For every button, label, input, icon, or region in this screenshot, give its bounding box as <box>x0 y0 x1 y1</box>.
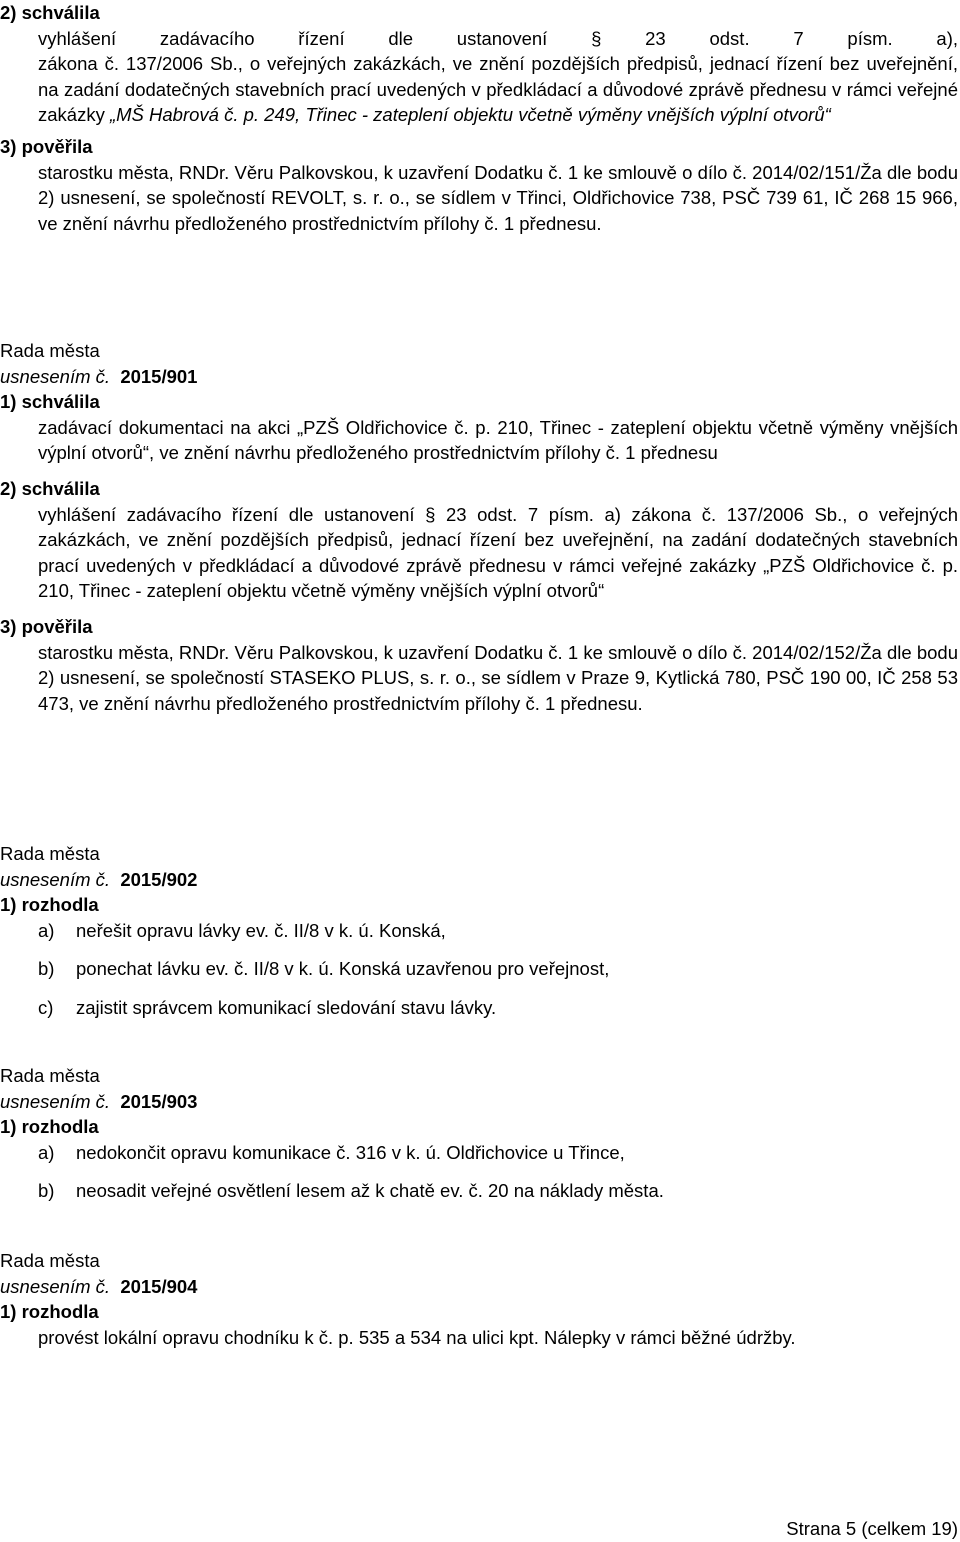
item-text: starostku města, RNDr. Věru Palkovskou, k uzavření Dodatku č. 1 ke smlouvě o dílo č. 2014/02/152/Ža dle bodu 2) usnesení, se společností STASEKO PLUS, s. r. o., se sídlem v Praze 9, Kytlická 780, PSČ 190 00, IČ 258 53 473, ve znění návrhu předloženého prostřednictvím přílohy č. 1 přednesu. <box>38 641 958 714</box>
resolution-number: usnesením č. 2015/903 <box>0 1090 198 1112</box>
list-item: a) neřešit opravu lávky ev. č. II/8 v k. ú. Konská, <box>38 919 446 941</box>
item-text: zákona č. 137/2006 Sb., o veřejných zakázkách, ve znění pozdějších předpisů, jednací řízení bez uveřejnění, na zadání dodatečných stavebních prací uvedených v předkládací a důvodové zprávě přednesu v rámci veřejné zakázky „MŠ Habrová č. p. 249, Třinec - zateplení objektu včetně výměny vnějších výplní otvorů“ <box>38 53 958 126</box>
item-head: 1) schválila <box>0 391 100 413</box>
resolution-2015-904 <box>0 1248 958 1350</box>
item-head: 1) rozhodla <box>0 1301 99 1323</box>
item-head: 1) rozhodla <box>0 894 99 916</box>
council-label: Rada města <box>0 1065 100 1086</box>
page-footer: Strana 5 (celkem 19) <box>786 1518 958 1539</box>
item-head: 3) pověřila <box>0 135 93 157</box>
item-head: 1) rozhodla <box>0 1116 99 1138</box>
item-text: provést lokální opravu chodníku k č. p. 535 a 534 na ulici kpt. Nálepky v rámci běžné údržby. <box>38 1326 796 1348</box>
item-head: 3) pověřila <box>0 615 93 637</box>
item-text: vyhlášení zadávacího řízení dle ustanovení § 23 odst. 7 písm. a) zákona č. 137/2006 Sb., o veřejných zakázkách, ve znění pozdějších předpisů, jednací řízení bez uveřejnění, na zadání dodatečných stavebních prací uvedených v předkládací a důvodové zprávě přednesu v rámci veřejné zakázky „PZŠ Oldřichovice č. p. 210, Třinec - zateplení objektu včetně výměny vnějších výplní otvorů“ <box>38 503 958 602</box>
resolution-2015-902 <box>0 841 958 1021</box>
list-item: c) zajistit správcem komunikací sledování stavu lávky. <box>38 996 497 1018</box>
resolution-number: usnesením č. 2015/901 <box>0 365 198 387</box>
item-text: vyhlášení zadávacího řízení dle ustanovení § 23 odst. 7 písm. a), <box>38 27 958 49</box>
resolution-number: usnesením č. 2015/902 <box>0 868 198 890</box>
council-label: Rada města <box>0 1250 100 1271</box>
resolution-number: usnesením č. 2015/904 <box>0 1275 198 1297</box>
item-text: starostku města, RNDr. Věru Palkovskou, k uzavření Dodatku č. 1 ke smlouvě o dílo č. 2014/02/151/Ža dle bodu 2) usnesení, se společností REVOLT, s. r. o., se sídlem v Třinci, Oldřichovice 738, PSČ 739 61, IČ 268 15 966, ve znění návrhu předloženého prostřednictvím přílohy č. 1 přednesu. <box>38 161 958 234</box>
list-item: a) nedokončit opravu komunikace č. 316 v k. ú. Oldřichovice u Třince, <box>38 1141 625 1163</box>
list-item: b) neosadit veřejné osvětlení lesem až k chatě ev. č. 20 na náklady města. <box>38 1180 664 1202</box>
council-label: Rada města <box>0 340 100 361</box>
list-item: b) ponechat lávku ev. č. II/8 v k. ú. Konská uzavřenou pro veřejnost, <box>38 958 610 980</box>
item-head: 2) schválila <box>0 477 100 499</box>
item-head: 2) schválila <box>0 2 100 23</box>
resolution-2015-903 <box>0 1063 958 1204</box>
resolution-2015-901 <box>0 338 958 716</box>
council-label: Rada města <box>0 843 100 864</box>
item-text: zadávací dokumentaci na akci „PZŠ Oldřichovice č. p. 210, Třinec - zateplení objektu včetně výměny vnějších výplní otvorů“, ve znění návrhu předloženého prostřednictvím přílohy č. 1 přednesu <box>38 416 958 464</box>
resolution-continuation <box>0 0 958 236</box>
